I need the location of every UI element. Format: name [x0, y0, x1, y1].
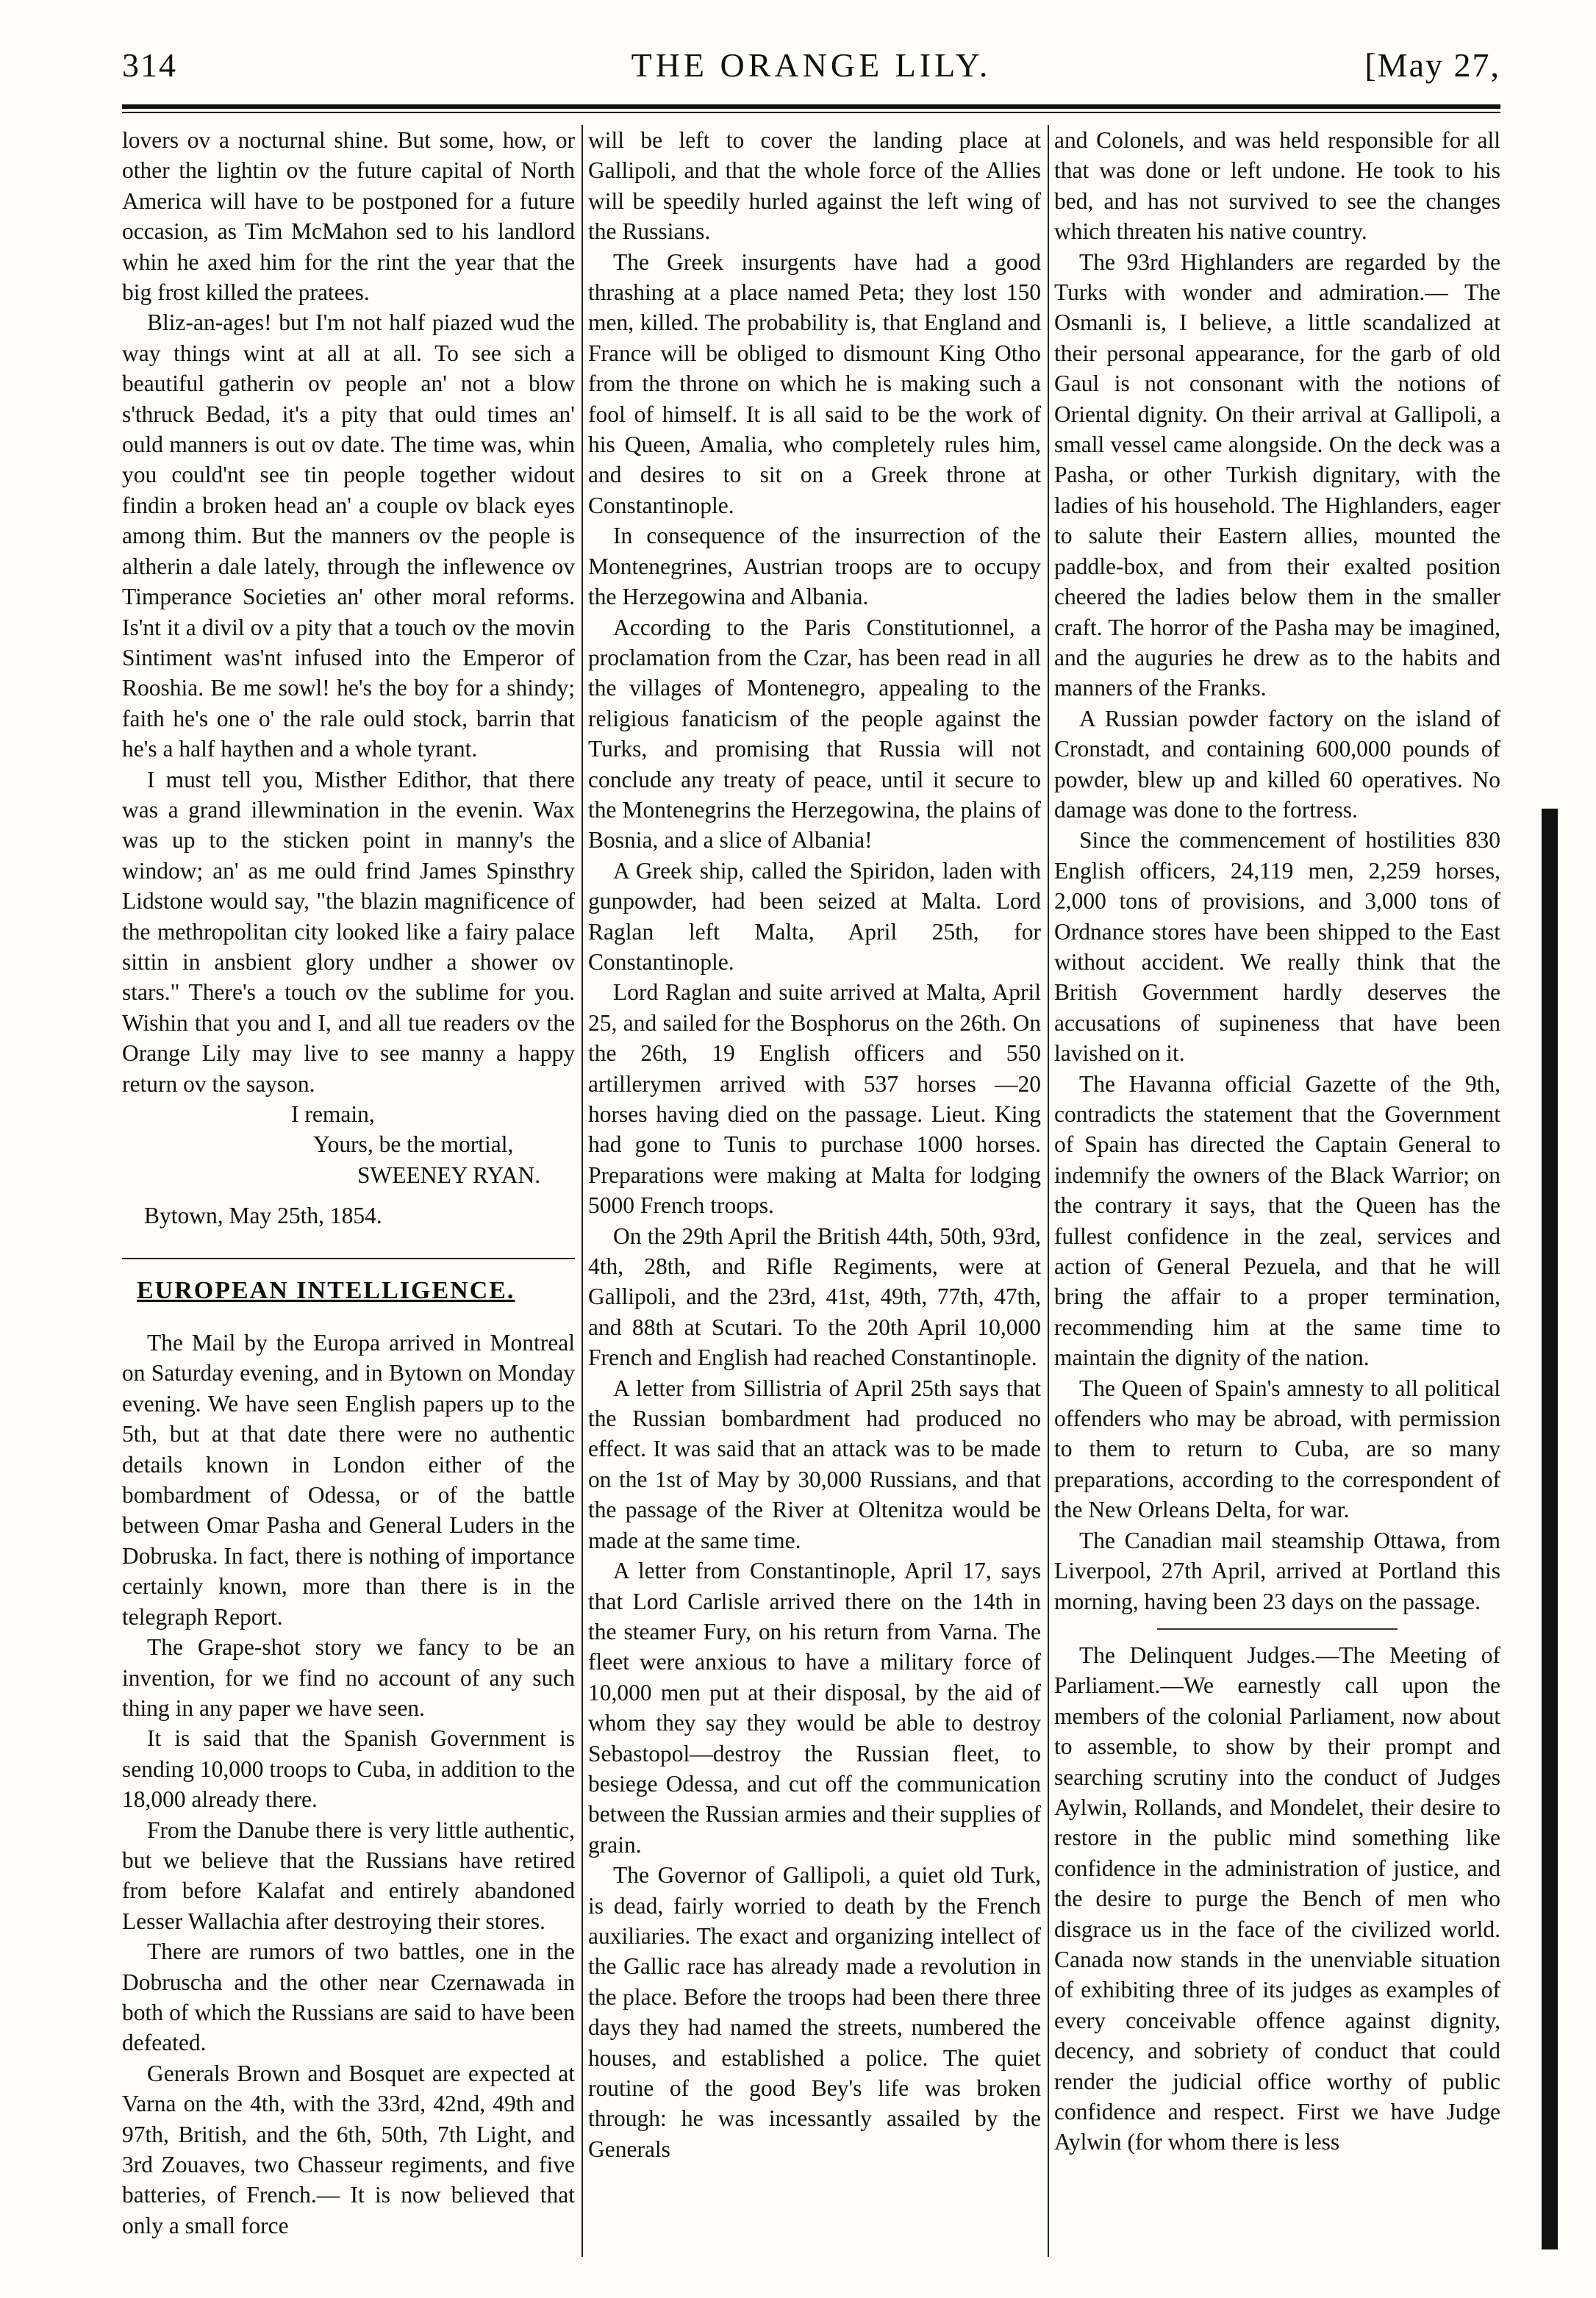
scan-edge-shadow — [1542, 809, 1558, 2249]
paragraph: There are rumors of two battles, one in the Dobruscha and the other near Czernawada in both of which the Russians are said to have been defeated. — [122, 1939, 575, 2056]
paragraph: The Greek insurgents have had a good thrashing at a place named Peta; they lost 150 men, killed. The probability is, that England and France will be obliged to dismount King Otho from the throne on which he is making such a fool of himself. It is all said to be the work of his Queen, Amalia, who completely rules him, and desires to sit on a Greek throne at Constantinople. — [588, 248, 1041, 518]
paragraph: From the Danube there is very little authentic, but we believe that the Russians have retired from before Kalafat and entirely abandoned Lesser Wallachia after destroying their stores. — [122, 1816, 575, 1934]
paragraph: The Havanna official Gazette of the 9th, contradicts the statement that the Government of Spain has directed the Captain General to indemnify the owners of the Black Warrior; on the contrary it says, that the Queen has the fullest confidence in the zeal, services and action of General Pezuela, and that he will bring the affair to a proper termination, recommending him at the same time to maintain the dignity of the nation. — [1054, 1070, 1500, 1371]
signature-valediction: Yours, be the mortial, — [313, 1131, 514, 1158]
paragraph: The Canadian mail steamship Ottawa, from Liverpool, 27th April, arrived at Portland this morning, having been 23 days on the passage. — [1054, 1527, 1500, 1614]
paragraph: It is said that the Spanish Government is sending 10,000 troops to Cuba, in addition to the 18,000 already there. — [122, 1725, 575, 1813]
section-heading: EUROPEAN INTELLIGENCE. — [137, 1276, 515, 1304]
paragraph: Lord Raglan and suite arrived at Malta, April 25, and sailed for the Bosphorus on the 26th. On the 26th, 19 English officers and 550 artillerymen arrived with 537 horses —20 horses having died on the passage. Lieut. King had gone to Tunis to purchase 1000 horses. Preparations were making at Malta for lodging 5000 French troops. — [588, 979, 1041, 1219]
header-rule — [122, 104, 1500, 109]
article-separator — [1157, 1628, 1398, 1630]
signature-name: SWEENEY RYAN. — [357, 1161, 541, 1188]
paragraph: Generals Brown and Bosquet are expected at Varna on the 4th, with the 33rd, 42nd, 49th and 97th, British, and the 6th, 50th, 7th Light, and 3rd Zouaves, two Chasseur regiments, and five batteries, of French.— It is now believed that only a small force — [122, 2060, 575, 2238]
paragraph: The 93rd Highlanders are regarded by the Turks with wonder and admiration.— The Osmanli is, I believe, a little scandalized at their personal appearance, for the garb of old Gaul is not consonant with the notions of Oriental dignity. On their arrival at Gallipoli, a small vessel came alongside. On the deck was a Pasha, or other Turkish dignitary, with the ladies of his household. The Highlanders, eager to salute their Eastern allies, mounted the paddle-box, and from their exalted position cheered the ladies below them in the smaller craft. The horror of the Pasha may be imagined, and the auguries he drew as to the habits and manners of the Franks. — [1054, 248, 1500, 701]
running-head — [122, 38, 1500, 97]
paragraph: According to the Paris Constitutionnel, a proclamation from the Czar, has been read in all the villages of Montenegro, appealing to the religious fanaticism of the people against the Turks, and promising that Russia will not conclude any treaty of peace, until it secure to the Montenegrins the Herzegowina, the plains of Bosnia, and a slice of Albania! — [588, 614, 1041, 853]
paragraph: The Grape-shot story we fancy to be an invention, for we find no account of any such thing in any paper we have seen. — [122, 1634, 575, 1721]
column-2 — [588, 125, 1041, 2257]
header-rule-thin — [122, 112, 1500, 113]
paragraph: A Greek ship, called the Spiridon, laden with gunpowder, had been seized at Malta. Lord Raglan left Malta, April 25th, for Constantinople. — [588, 857, 1041, 975]
paragraph: The Mail by the Europa arrived in Montreal on Saturday evening, and in Bytown on Monday evening. We have seen English papers up to the 5th, but at that date there were no authentic details known in London either of the bombardment of Odessa, or of the battle between Omar Pasha and General Luders in the Dobruska. In fact, there is nothing of importance certainly known, more than there is in the telegraph Report. — [122, 1330, 575, 1630]
column-divider — [1048, 125, 1049, 2257]
paragraph: and Colonels, and was held responsible for all that was done or left undone. He took to his bed, and has not survived to see the changes which threaten his native country. — [1054, 127, 1500, 245]
paragraph: A Russian powder factory on the island of Cronstadt, and containing 600,000 pounds of powder, blew up and killed 60 operatives. No damage was done to the fortress. — [1054, 705, 1500, 823]
paragraph: A letter from Constantinople, April 17, says that Lord Carlisle arrived there on the 14th in the steamer Fury, on his return from Varna. The fleet were anxious to have a military force of 10,000 men put at their disposal, by the aid of whom they say they would be able to destroy Sebastopol—destroy the Russian fleet, to besiege Odessa, and cut off the communication between the Russian armies and their supplies of grain. — [588, 1558, 1041, 1858]
column-divider — [581, 125, 583, 2257]
letter-signature — [122, 1099, 575, 1231]
paragraph: I must tell you, Misther Edithor, that there was a grand illewmination in the evenin. Wax was up to the sticken point in manny's the window; an' as me ould frind James Spinsthry Lidstone would say, "the blazin magnificence of the methropolitan city looked like a fairy palace sittin in ansbient glory undher a shower ov stars." There's a touch ov the sublime for you. Wishin that you and I, and all tue readers ov the Orange Lily may live to see manny a happy return ov the sayson. — [122, 766, 575, 1097]
paragraph: A letter from Sillistria of April 25th says that the Russian bombardment had produced no effect. It was said that an attack was to be made on the 1st of May by 30,000 Russians, and that the passage of the River at Oltenitza would be made at the same time. — [588, 1375, 1041, 1553]
column-3 — [1054, 125, 1500, 2257]
paragraph: In consequence of the insurrection of the Montenegrines, Austrian troops are to occupy the Herzegowina and Albania. — [588, 523, 1041, 610]
page-number: 314 — [122, 46, 177, 84]
signature-place-date: Bytown, May 25th, 1854. — [144, 1203, 382, 1229]
paragraph: will be left to cover the landing place at Gallipoli, and that the whole force of the Allies will be speedily hurled against the left wing of the Russians. — [588, 127, 1041, 245]
page-title: THE ORANGE LILY. — [631, 46, 992, 84]
signature-closing: I remain, — [291, 1101, 375, 1127]
paragraph: Bliz-an-ages! but I'm not half piazed wud the way things wint at all at all. To see sich a beautiful gatherin ov people an' not a blow s'thruck Bedad, it's a pity that ould times an' ould manners is out ov date. The time was, whin you could'nt see tin people together widout findin a broken head an' a couple ov black eyes among thim. But the manners ov the people is altherin a dale lately, through the inflewence ov Timperance Societies an' other moral reforms. Is'nt it a divil ov a pity that a touch ov the movin Sintiment was'nt infused into the Emperor of Rooshia. Be me sowl! he's the boy for a shindy; faith he's one o' the rale ould stock, barrin that he's a half haythen and a whole tyrant. — [122, 309, 575, 762]
paragraph: Since the commencement of hostilities 830 English officers, 24,119 men, 2,259 horses, 2,000 tons of provisions, and 3,000 tons of Ordnance stores have been shipped to the East without accident. We really think that the British Government hardly deserves the accusations of supineness that have been lavished on it. — [1054, 827, 1500, 1067]
issue-date: [May 27, — [1364, 46, 1500, 84]
paragraph: The Delinquent Judges.—The Meeting of Parliament.—We earnestly call upon the members of the colonial Parliament, now about to assemble, to show by their prompt and searching scrutiny into the conduct of Judges Aylwin, Rollands, and Mondelet, their desire to restore in the public mind something like confidence in the administration of justice, and the desire to purge the Bench of men who disgrace us in the face of the civilized world. Canada now stands in the unenviable situation of exhibiting three of its judges as examples of every conceivable offence against dignity, decency, and sobriety of conduct that could render the judicial office worthy of public confidence and respect. First we have Judge Aylwin (for whom there is less — [1054, 1642, 1500, 2155]
paragraph: On the 29th April the British 44th, 50th, 93rd, 4th, 28th, and Rifle Regiments, were at Gallipoli, and the 23rd, 41st, 49th, 77th, 47th, and 88th at Scutari. To the 20th April 10,000 French and English had reached Constantinople. — [588, 1223, 1041, 1371]
section-rule — [122, 1258, 575, 1259]
paragraph: The Queen of Spain's amnesty to all political offenders who may be abroad, with permission to them to return to Cuba, are so many preparations, according to the correspondent of the New Orleans Delta, for war. — [1054, 1375, 1500, 1523]
paragraph: The Governor of Gallipoli, a quiet old Turk, is dead, fairly worried to death by the French auxiliaries. The exact and organizing intellect of the Gallic race has already made a revolution in the place. Before the troops had been there three days they had named the streets, numbered the houses, and established a police. The quiet routine of the good Bey's life was broken through: he was incessantly assailed by the Generals — [588, 1862, 1041, 2162]
paragraph: lovers ov a nocturnal shine. But some, how, or other the lightin ov the future capital of North America will have to be postponed for a future occasion, as Tim McMahon sed to his landlord whin he axed him for the rint the year that the big frost killed the pratees. — [122, 127, 575, 306]
column-1 — [122, 125, 575, 2257]
